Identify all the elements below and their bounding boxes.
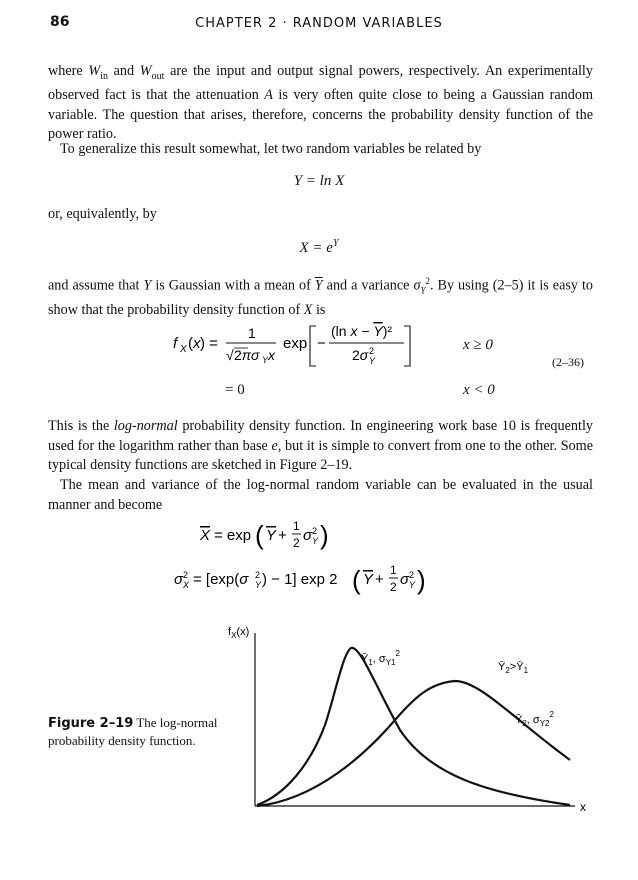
running-header: CHAPTER 2 · RANDOM VARIABLES (195, 16, 443, 31)
lognormal-figure (215, 615, 605, 825)
svg-text:1: 1 (293, 519, 300, 533)
equation-x-exp-y: $X = e^Y$ (299, 238, 339, 256)
svg-text:−: − (317, 335, 326, 352)
curve-1-label: $Ȳ_1$, $\sigma_{Y1}^2$ (361, 649, 400, 667)
svg-text:f: f (173, 335, 178, 352)
svg-text:Y: Y (255, 580, 262, 590)
svg-text:1: 1 (390, 563, 397, 577)
svg-text:x: x (193, 335, 201, 352)
condition-x-lt-0: x < 0 (463, 382, 495, 398)
figure-caption (48, 714, 238, 749)
svg-text:(: ( (255, 520, 264, 550)
relation-label: $Ȳ_2>Ȳ_1$ (498, 661, 529, 675)
curve-2 (257, 681, 570, 806)
y-axis-label: $f_X(x)$ (228, 626, 250, 640)
svg-text:σ: σ (174, 571, 184, 588)
equation-lognormal-pdf (0, 316, 638, 376)
equation-y-ln-x: Y = ln X (293, 173, 345, 189)
svg-text:x: x (268, 347, 275, 363)
paragraph-1: where $W_{in}$ and $W_{out}$ are the input and output signal powers, respectively. An experimentally observed fact is that the attenuation A is very often quite close to being a Gaussian random variable. The question that arises, therefore, concerns the probability density function of the power ratio. (48, 63, 593, 143)
svg-text:Y: Y (409, 580, 416, 590)
svg-text:exp: exp (283, 335, 308, 352)
paragraph-4: and assume that Y is Gaussian with a mean of $\overline{Y}$ and a variance $\sigma_Y^2$. By using (2–5) it is easy to show that the probability density function of X is (48, 276, 594, 319)
svg-text:(: ( (188, 335, 193, 352)
svg-text:2: 2 (369, 346, 375, 356)
mean-variance-svg (0, 512, 638, 602)
svg-text:= exp: = exp (214, 527, 252, 544)
paragraph-5: This is the log-normal probability density function. In engineering work base 10 is frequently used for the logarithm rather than base e, but it is simple to convert from one to the other. Some typical density functions are sketched in Figure 2–19. (48, 418, 594, 473)
svg-text:√: √ (226, 347, 234, 363)
svg-text:): ) (320, 520, 329, 550)
paragraph-3: or, equivalently, by (48, 206, 157, 222)
paragraph-6: The mean and variance of the log-normal random variable can be evaluated in the usual manner and become (48, 477, 593, 513)
svg-text:(: ( (352, 565, 361, 595)
svg-text:X: X (200, 527, 211, 544)
svg-text:2: 2 (183, 570, 189, 580)
svg-text:Y: Y (312, 536, 319, 546)
zero-case: = 0 (225, 382, 245, 398)
svg-text:(ln x − Y)²: (ln x − Y)² (331, 323, 393, 339)
figure-label: Figure 2–19 (48, 716, 134, 731)
figure-caption-text: The log-normal probability density function. (48, 715, 218, 748)
svg-text:1: 1 (248, 325, 256, 341)
svg-text:X: X (183, 580, 190, 590)
svg-text:): ) (417, 565, 426, 595)
curve-2-label: $Ȳ_2$, $\sigma_{Y2}^2$ (515, 710, 554, 728)
svg-text:σ: σ (400, 571, 410, 588)
svg-text:2: 2 (312, 526, 318, 536)
svg-text:σ: σ (303, 527, 313, 544)
page-number: 86 (50, 14, 70, 30)
pdf-formula-svg (0, 316, 638, 376)
svg-text:Y: Y (266, 527, 277, 544)
svg-text:2: 2 (255, 570, 261, 580)
svg-text:2: 2 (390, 580, 397, 594)
svg-text:2: 2 (409, 570, 415, 580)
svg-text:= [exp(σ: = [exp(σ (193, 571, 249, 588)
x-axis-label: x (580, 800, 586, 814)
svg-text:) =: ) = (200, 335, 218, 352)
equations-mean-variance (0, 512, 638, 602)
svg-text:) − 1] exp 2: ) − 1] exp 2 (262, 571, 338, 588)
svg-text:2σ: 2σ (352, 347, 369, 363)
svg-text:Y: Y (363, 571, 374, 588)
paragraph-2: To generalize this result somewhat, let two random variables be related by (60, 141, 482, 157)
svg-text:+: + (375, 571, 384, 588)
svg-text:2: 2 (293, 536, 300, 550)
equation-number: (2–36) (552, 355, 584, 369)
svg-text:Y: Y (369, 356, 376, 366)
condition-x-ge-0: x ≥ 0 (463, 337, 493, 353)
svg-text:Y: Y (262, 355, 269, 365)
svg-text:2πσ: 2πσ (234, 347, 260, 363)
svg-text:X: X (180, 344, 187, 355)
svg-text:+: + (278, 527, 287, 544)
